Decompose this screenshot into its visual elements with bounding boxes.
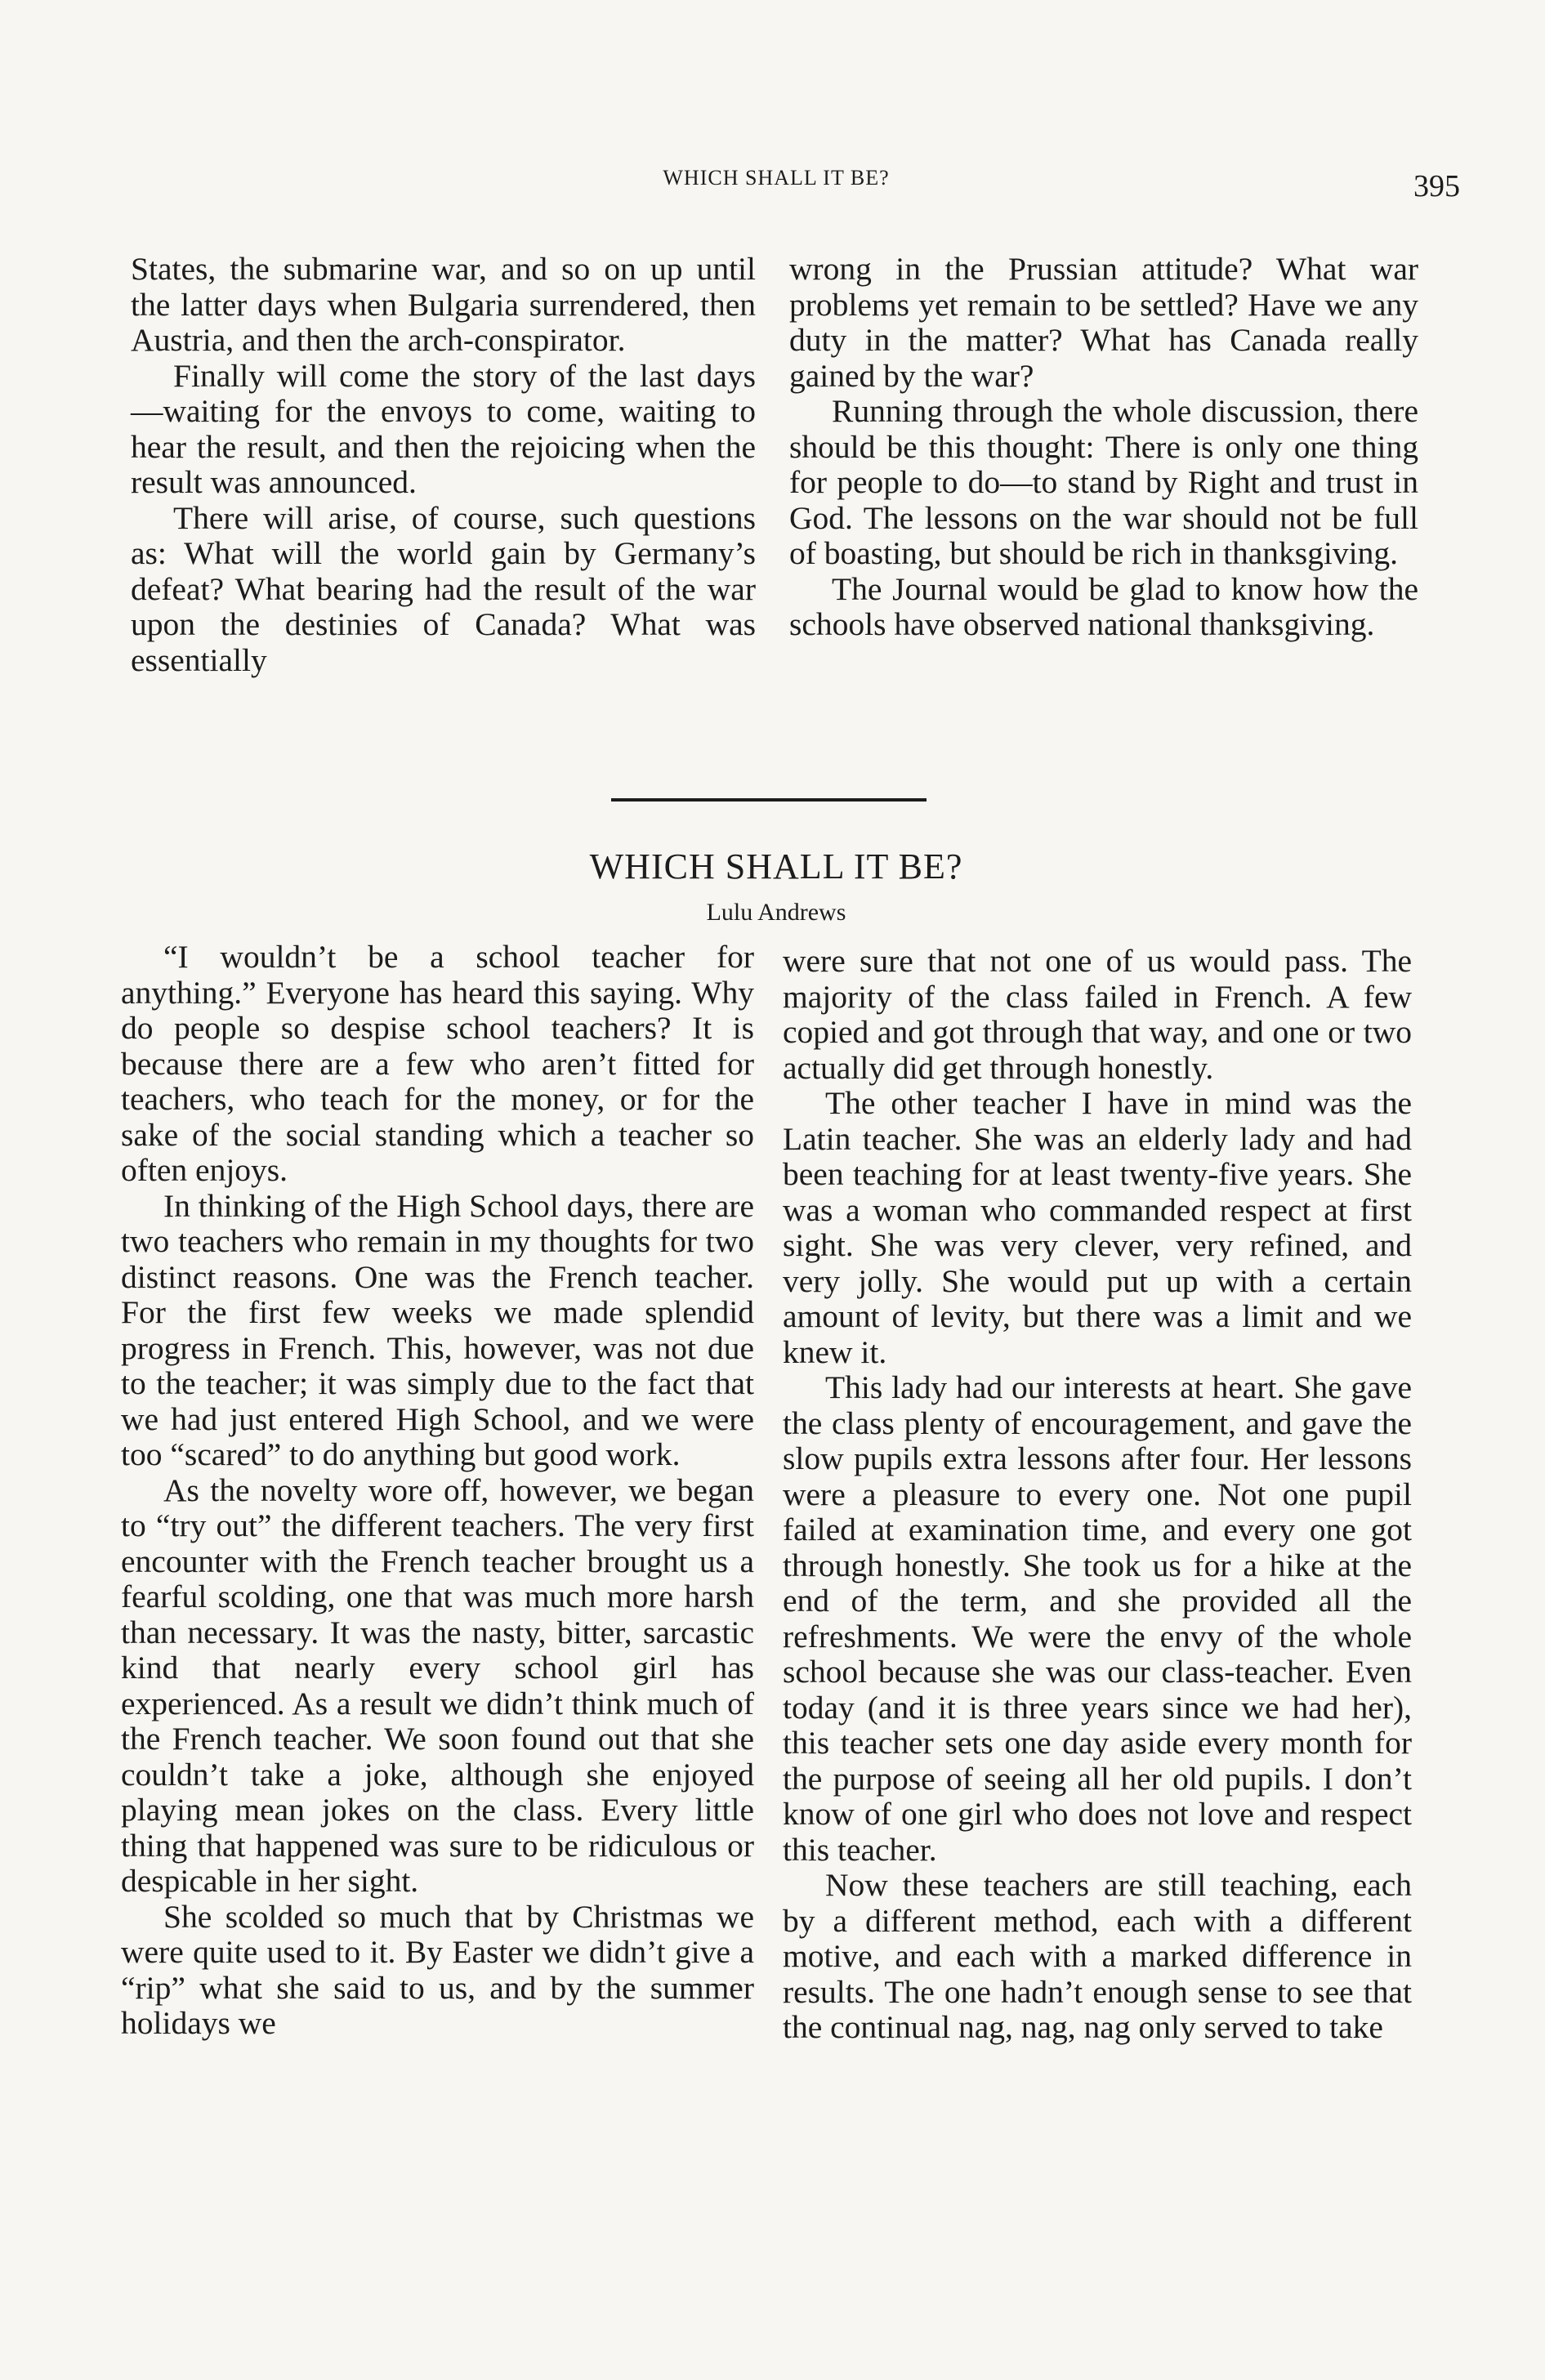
page-number: 395 xyxy=(1413,169,1460,203)
previous-article-left-column xyxy=(131,252,756,678)
paragraph: There will arise, of course, such questions as: What will the world gain by Germany’s defeat? What bearing had the result of the war upon the destinies of Canada? What was essentially xyxy=(131,499,756,678)
paragraph: In thinking of the High School days, there are two teachers who remain in my thoughts for two distinct reasons. One was the French teacher. For the first few weeks we made splendid progress in French. This, however, was not due to the teacher; it was simply due to the fact that we had just entered High School, and we were too “scared” to do anything but good work. xyxy=(121,1187,754,1472)
paragraph: Finally will come the story of the last days—waiting for the envoys to come, waiting to hear the result, and then the rejoicing when the result was announced. xyxy=(131,357,756,500)
paragraph: “I wouldn’t be a school teacher for anything.” Everyone has heard this saying. Why do people so despise school teachers? It is because there are a few who aren’t fitted for teachers, who teach for the money, or for the sake of the social standing which a teacher so often enjoys. xyxy=(121,939,754,1188)
section-divider xyxy=(611,798,927,802)
paragraph: Running through the whole discussion, there should be this thought: There is only one thing for people to do—to stand by Right and trust in God. The lessons on the war should not be full of boasting, but should be rich in thanksgiving. xyxy=(789,393,1418,571)
running-header: WHICH SHALL IT BE? xyxy=(663,166,890,190)
paragraph: The other teacher I have in mind was the Latin teacher. She was an elderly lady and had been teaching for at least twenty-five years. She was a woman who commanded respect at first sight. She was very clever, very refined, and very jolly. She would put up with a certain amount of levity, but there was a limit and we knew it. xyxy=(783,1085,1412,1370)
paragraph: This lady had our interests at heart. She gave the class plenty of encouragement, and gave the slow pupils extra lessons after four. Her lessons were a pleasure to every one. Not one pupil failed at examination time, and every one got through honestly. She took us for a hike at the end of the term, and she provided all the refreshments. We were the envy of the whole school because she was our class-teacher. Even today (and it is three years since we had her), this teacher sets one day aside every month for the purpose of seeing all her old pupils. I don’t know of one girl who does not love and respect this teacher. xyxy=(783,1369,1412,1868)
paragraph: States, the submarine war, and so on up until the latter days when Bulgaria surrendered, then Austria, and then the arch-conspirator. xyxy=(131,251,756,358)
article-title: WHICH SHALL IT BE? xyxy=(589,846,963,886)
previous-article-right-column xyxy=(789,252,1418,643)
article-right-column xyxy=(783,944,1412,2046)
paragraph: Now these teachers are still teaching, each by a different method, each with a different motive, and each with a marked difference in results. The one hadn’t enough sense to see that the continual nag, nag, nag only served to take xyxy=(783,1867,1412,2045)
paragraph: As the novelty wore off, however, we began to “try out” the different teachers. The very first encounter with the French teacher brought us a fearful scolding, one that was much more harsh than necessary. It was the nasty, bitter, sarcastic kind that nearly every school girl has experienced. As a result we didn’t think much of the French teacher. We soon found out that she couldn’t take a joke, although she enjoyed playing mean jokes on the class. Every little thing that happened was sure to be ridiculous or despicable in her sight. xyxy=(121,1471,754,1899)
paragraph: were sure that not one of us would pass. The majority of the class failed in French. A few copied and got through that way, and one or two actually did get through honestly. xyxy=(783,943,1412,1086)
paragraph: The Journal would be glad to know how the schools have observed national thanksgiving. xyxy=(789,570,1418,642)
article-left-column xyxy=(121,940,754,2042)
paragraph: wrong in the Prussian attitude? What war problems yet remain to be settled? Have we any duty in the matter? What has Canada really gained by the war? xyxy=(789,251,1418,394)
paragraph: She scolded so much that by Christmas we were quite used to it. By Easter we didn’t give a “rip” what she said to us, and by the summer holidays we xyxy=(121,1898,754,2041)
author-byline: Lulu Andrews xyxy=(706,899,846,926)
